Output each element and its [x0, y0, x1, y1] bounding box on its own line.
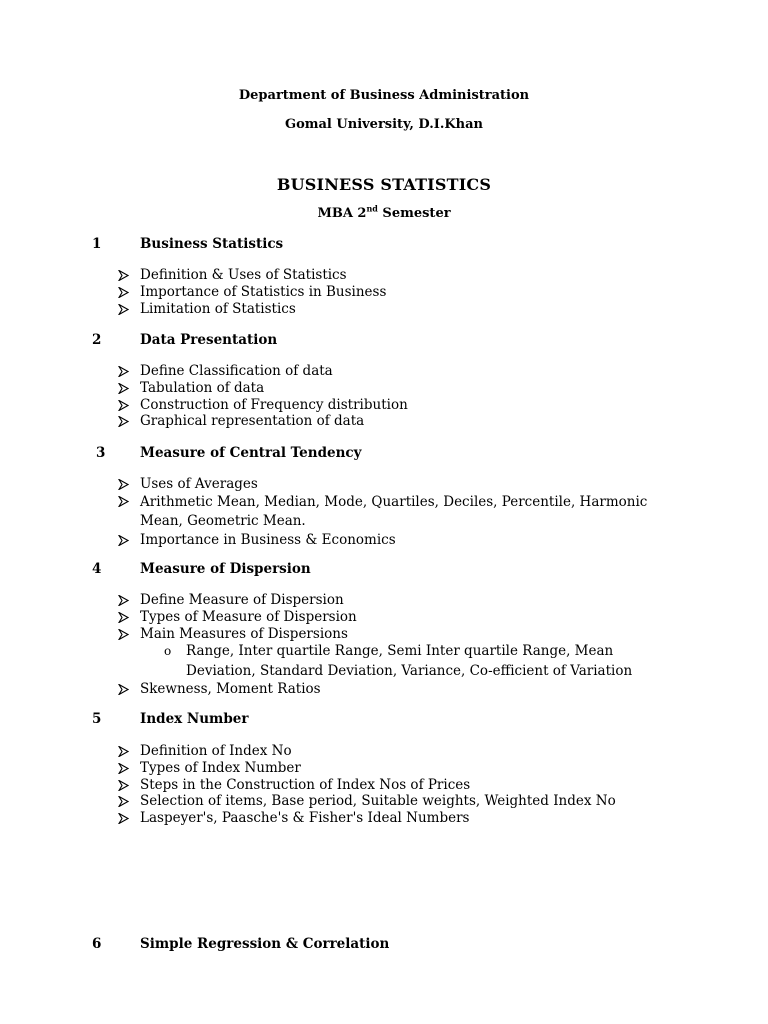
arrow-bullet-icon [118, 813, 129, 824]
page-title: BUSINESS STATISTICS [276, 175, 492, 194]
arrow-bullet-icon [118, 416, 129, 427]
semester-prefix: MBA 2 [317, 206, 367, 221]
list-item: Arithmetic Mean, Median, Mode, Quartiles, Deciles, Percentile, Harmonic Mean, Geometric Mean. [0, 493, 660, 532]
list-item: Laspeyer's, Paasche's & Fisher's Ideal Numbers [0, 810, 660, 827]
arrow-bullet-icon [118, 629, 129, 640]
list-item: Define Measure of Dispersion [0, 592, 660, 609]
list-item: Construction of Frequency distribution [0, 397, 660, 414]
section-title: Simple Regression & Correlation [140, 936, 390, 952]
arrow-bullet-icon [118, 304, 129, 315]
section-number: 1 [92, 236, 102, 252]
list-item: Skewness, Moment Ratios [0, 681, 660, 698]
list-item: Limitation of Statistics [0, 301, 660, 318]
list-item: Steps in the Construction of Index Nos of Prices [0, 777, 660, 794]
section-title: Measure of Central Tendency [140, 445, 362, 461]
section-number: 2 [92, 332, 102, 348]
section-2-list [0, 363, 768, 430]
section-title: Measure of Dispersion [140, 561, 311, 577]
arrow-bullet-icon [118, 287, 129, 298]
sub-list-item: o Range, Inter quartile Range, Semi Inter quartile Range, Mean Deviation, Standard Deviation, Variance, Co-efficient of Variation [164, 643, 633, 679]
section-number: 3 [96, 445, 106, 461]
arrow-bullet-icon [118, 400, 129, 411]
arrow-bullet-icon [118, 270, 129, 281]
arrow-bullet-icon [118, 535, 129, 546]
list-item: Importance of Statistics in Business [0, 284, 660, 301]
list-item: Define Classification of data [0, 363, 660, 380]
list-item: Tabulation of data [0, 380, 660, 397]
semester-heading [0, 203, 768, 221]
section-number: 4 [92, 561, 102, 577]
list-item: Selection of items, Base period, Suitable weights, Weighted Index No [0, 793, 660, 810]
arrow-bullet-icon [118, 366, 129, 377]
university-heading: Gomal University, D.I.Khan [284, 117, 483, 132]
list-item: Main Measures of Dispersions [0, 626, 660, 643]
list-item: Graphical representation of data [0, 413, 660, 430]
section-title: Index Number [140, 711, 249, 727]
list-item: Importance in Business & Economics [0, 532, 660, 549]
circle-bullet-icon: o [164, 644, 172, 659]
arrow-bullet-icon [118, 796, 129, 807]
list-item: Uses of Averages [0, 476, 660, 493]
department-heading: Department of Business Administration [238, 88, 530, 103]
arrow-bullet-icon [118, 383, 129, 394]
section-5-list [0, 743, 768, 827]
arrow-bullet-icon [118, 479, 129, 490]
arrow-bullet-icon [118, 746, 129, 757]
section-4-list [0, 592, 768, 698]
arrow-bullet-icon [118, 496, 129, 507]
arrow-bullet-icon [118, 780, 129, 791]
arrow-bullet-icon [118, 612, 129, 623]
list-item: Definition of Index No [0, 743, 660, 760]
list-item: Types of Index Number [0, 760, 660, 777]
section-number: 5 [92, 711, 102, 727]
arrow-bullet-icon [118, 595, 129, 606]
list-item: Types of Measure of Dispersion [0, 609, 660, 626]
section-number: 6 [92, 936, 102, 952]
section-1-list [0, 267, 768, 317]
arrow-bullet-icon [118, 763, 129, 774]
section-3-list [0, 476, 768, 549]
section-title: Data Presentation [140, 332, 278, 348]
arrow-bullet-icon [118, 684, 129, 695]
list-item: Definition & Uses of Statistics [0, 267, 660, 284]
section-title: Business Statistics [140, 236, 284, 252]
semester-superscript: nd [366, 203, 378, 214]
semester-suffix: Semester [377, 206, 451, 221]
